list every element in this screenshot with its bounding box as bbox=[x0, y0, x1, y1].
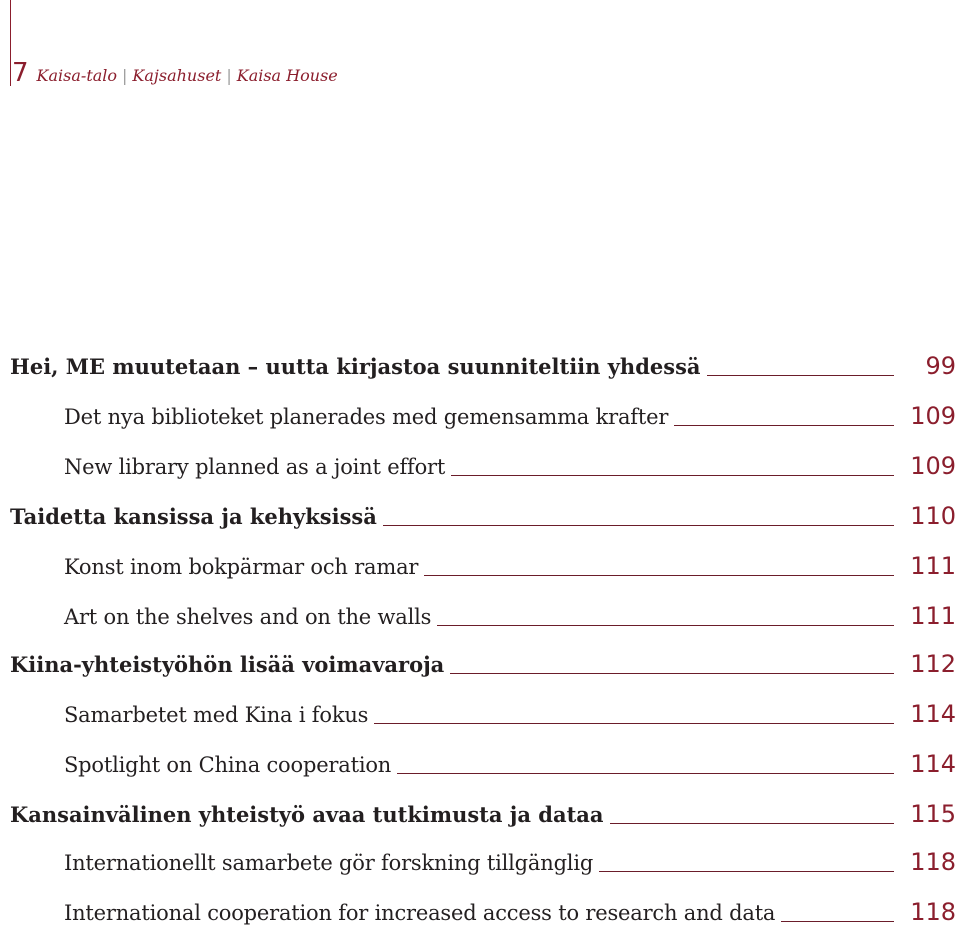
toc-entry[interactable] bbox=[0, 450, 960, 484]
toc-entry-title: Taidetta kansissa ja kehyksissä bbox=[10, 504, 377, 529]
chapter-header bbox=[12, 58, 338, 90]
toc-leader-line bbox=[450, 673, 894, 674]
toc-leader-line bbox=[599, 871, 894, 872]
toc-entry[interactable] bbox=[0, 500, 960, 534]
toc-entry[interactable] bbox=[0, 748, 960, 782]
toc-leader-line bbox=[674, 425, 894, 426]
toc-page-number: 110 bbox=[910, 502, 956, 530]
toc-leader-line bbox=[397, 773, 894, 774]
toc-page-number: 111 bbox=[910, 552, 956, 580]
toc-entry-title: Internationellt samarbete gör forskning tillgänglig bbox=[64, 851, 594, 875]
toc-leader-line bbox=[451, 475, 894, 476]
toc-page-number: 111 bbox=[910, 602, 956, 630]
toc-entry[interactable] bbox=[0, 600, 960, 634]
toc-leader-line bbox=[383, 525, 894, 526]
toc-leader-line bbox=[707, 375, 895, 376]
toc-entry[interactable] bbox=[0, 350, 960, 384]
toc-entry-title: Konst inom bokpärmar och ramar bbox=[64, 555, 419, 579]
toc-page-number: 99 bbox=[925, 352, 956, 380]
toc-leader-line bbox=[610, 823, 894, 824]
toc-page-number: 118 bbox=[910, 898, 956, 926]
toc-entry[interactable] bbox=[0, 400, 960, 434]
toc-entry[interactable] bbox=[0, 698, 960, 732]
chapter-title-en: Kaisa House bbox=[236, 66, 338, 85]
chapter-title bbox=[37, 66, 338, 85]
toc-entry-title: Kiina-yhteistyöhön lisää voimavaroja bbox=[10, 652, 445, 677]
toc-leader-line bbox=[374, 723, 894, 724]
toc-entry-title: New library planned as a joint effort bbox=[64, 455, 446, 479]
toc-entry[interactable] bbox=[0, 846, 960, 880]
toc-entry[interactable] bbox=[0, 550, 960, 584]
toc-page-number: 114 bbox=[910, 750, 956, 778]
toc-entry-title: Samarbetet med Kina i fokus bbox=[64, 703, 369, 727]
toc-page-number: 115 bbox=[910, 800, 956, 828]
toc-leader-line bbox=[424, 575, 894, 576]
chapter-title-fi: Kaisa-talo bbox=[36, 66, 118, 85]
toc-page-number: 109 bbox=[910, 402, 956, 430]
toc-entry-title: Spotlight on China cooperation bbox=[64, 753, 392, 777]
title-separator: | bbox=[226, 66, 232, 85]
toc-entry-title: Kansainvälinen yhteistyö avaa tutkimusta ja dataa bbox=[10, 802, 604, 827]
chapter-number: 7 bbox=[12, 58, 29, 88]
toc-entry-title: International cooperation for increased access to research and data bbox=[64, 901, 776, 925]
toc-entry[interactable] bbox=[0, 798, 960, 832]
toc-entry[interactable] bbox=[0, 648, 960, 682]
toc-leader-line bbox=[781, 921, 894, 922]
chapter-title-sv: Kajsahuset bbox=[132, 66, 222, 85]
toc-leader-line bbox=[437, 625, 894, 626]
toc-page-number: 109 bbox=[910, 452, 956, 480]
toc-entry-title: Art on the shelves and on the walls bbox=[64, 605, 432, 629]
toc-page-number: 112 bbox=[910, 650, 956, 678]
title-separator: | bbox=[122, 66, 128, 85]
toc-entry-title: Det nya biblioteket planerades med gemensamma krafter bbox=[64, 405, 669, 429]
toc-entry[interactable] bbox=[0, 896, 960, 930]
toc-entry-title: Hei, ME muutetaan – uutta kirjastoa suunniteltiin yhdessä bbox=[10, 354, 701, 379]
toc-page-number: 118 bbox=[910, 848, 956, 876]
toc-page-number: 114 bbox=[910, 700, 956, 728]
margin-rule bbox=[10, 0, 11, 86]
